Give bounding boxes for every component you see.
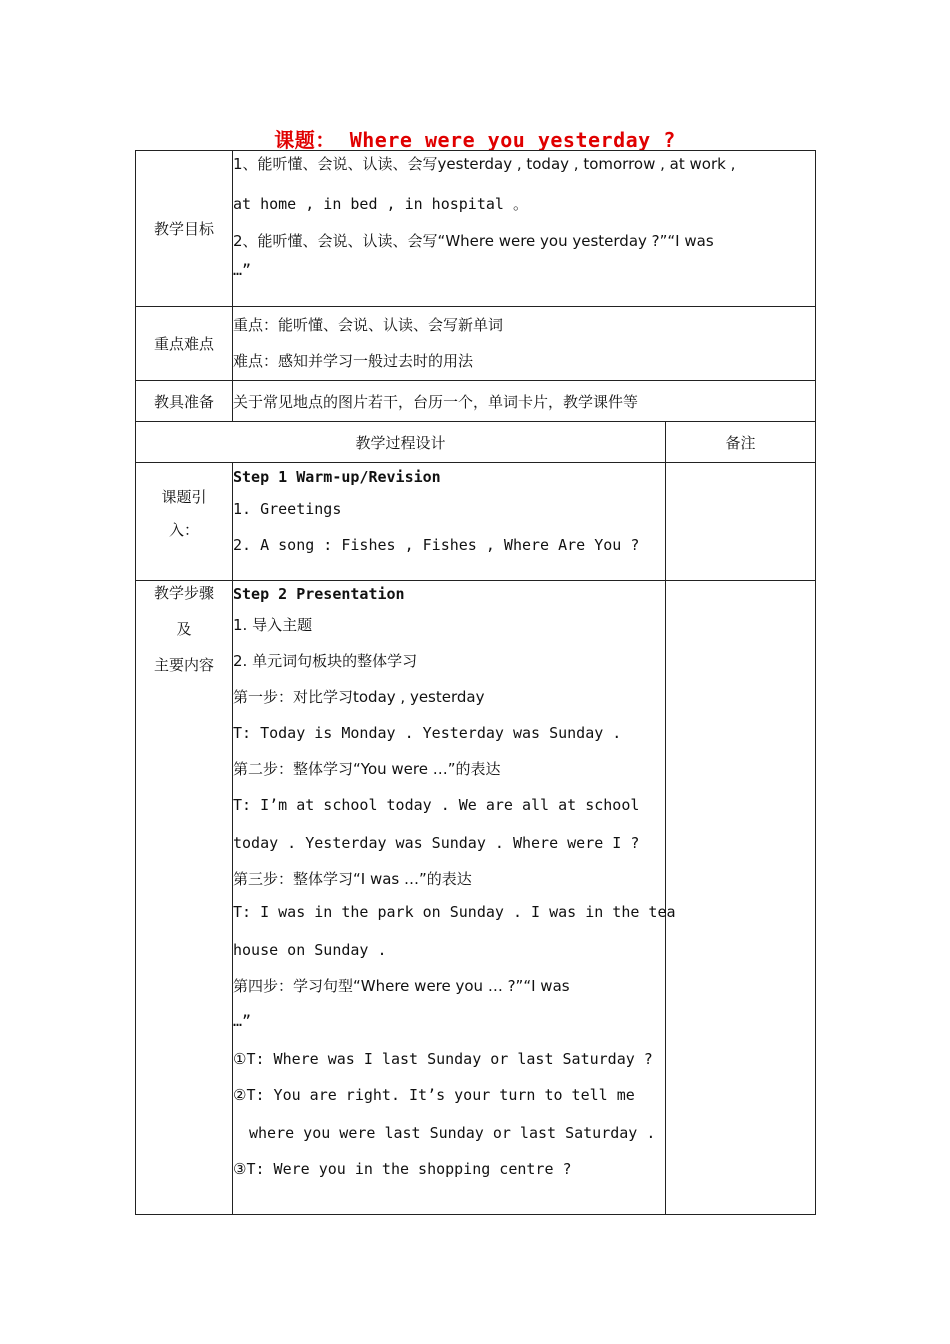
main-line: 1. 导入主题 (233, 616, 313, 634)
lesson-plan-table (135, 150, 816, 1215)
intro-row (136, 463, 816, 581)
main-content (233, 581, 676, 1215)
objectives-line: 1、能听懂、会说、认读、会写yesterday , today , tomorrow , at work , (233, 155, 736, 173)
intro-label-line: 课题引 (161, 488, 207, 506)
intro-line: 1. Greetings (233, 500, 342, 518)
main-line: T: I was in the park on Sunday . I was in the tea (233, 903, 676, 921)
title-prefix: 课题： (274, 128, 336, 152)
main-line: ①T: Where was I last Sunday or last Saturday ? (233, 1050, 653, 1068)
intro-label (136, 463, 233, 581)
main-label-line: 主要内容 (153, 656, 214, 674)
objectives-line: 2、能听懂、会说、认读、会写“Where were you yesterday ?”“I was (233, 232, 714, 250)
main-label (136, 581, 233, 1215)
main-line: house on Sunday . (233, 941, 387, 959)
main-line: today . Yesterday was Sunday . Where were I ? (233, 834, 640, 852)
main-line: …” (233, 1012, 252, 1030)
main-label-line: 及 (176, 620, 192, 638)
lesson-title (0, 124, 950, 153)
key-points-content (233, 307, 816, 381)
main-line: 2. 单元词句板块的整体学习 (233, 652, 418, 670)
intro-content (233, 463, 666, 581)
main-notes-cell (666, 581, 816, 1215)
objectives-line: …” (233, 261, 252, 279)
main-row (136, 581, 816, 1215)
notes-heading: 备注 (666, 422, 816, 463)
difficult-point-line: 难点：感知并学习一般过去时的用法 (233, 352, 474, 370)
process-header-row (136, 422, 816, 463)
materials-row (136, 381, 816, 422)
intro-line: 2. A song : Fishes , Fishes , Where Are You ? (233, 536, 640, 554)
intro-notes-cell (666, 463, 816, 581)
key-point-line: 重点：能听懂、会说、认读、会写新单词 (233, 316, 504, 334)
process-design-heading: 教学过程设计 (136, 422, 666, 463)
main-line: T: Today is Monday . Yesterday was Sunday . (233, 724, 622, 742)
main-line: ③T: Were you in the shopping centre ? (233, 1160, 572, 1178)
intro-label-line: 入： (168, 521, 199, 539)
main-line: 第二步：整体学习“You were …”的表达 (233, 760, 501, 778)
main-line: 第三步：整体学习“I was …”的表达 (233, 870, 472, 888)
objectives-content (233, 151, 816, 307)
intro-step-heading: Step 1 Warm-up/Revision (233, 468, 441, 486)
main-line: T: I’m at school today . We are all at school (233, 796, 640, 814)
materials-label: 教具准备 (136, 381, 233, 422)
main-line: 第一步：对比学习today , yesterday (233, 688, 485, 706)
objectives-line: at home , in bed , in hospital 。 (233, 195, 528, 213)
main-line: ②T: You are right. It’s your turn to tell me (233, 1086, 635, 1104)
title-text: Where were you yesterday ? (349, 128, 676, 152)
objectives-label: 教学目标 (136, 151, 233, 307)
objectives-row (136, 151, 816, 307)
main-line: where you were last Sunday or last Saturday . (249, 1124, 656, 1142)
key-points-row (136, 307, 816, 381)
main-line: 第四步：学习句型“Where were you … ?”“I was (233, 977, 570, 995)
key-points-label: 重点难点 (136, 307, 233, 381)
materials-content: 关于常见地点的图片若干，台历一个，单词卡片，教学课件等 (233, 381, 816, 422)
main-step-heading: Step 2 Presentation (233, 585, 405, 603)
main-label-line: 教学步骤 (153, 584, 214, 602)
